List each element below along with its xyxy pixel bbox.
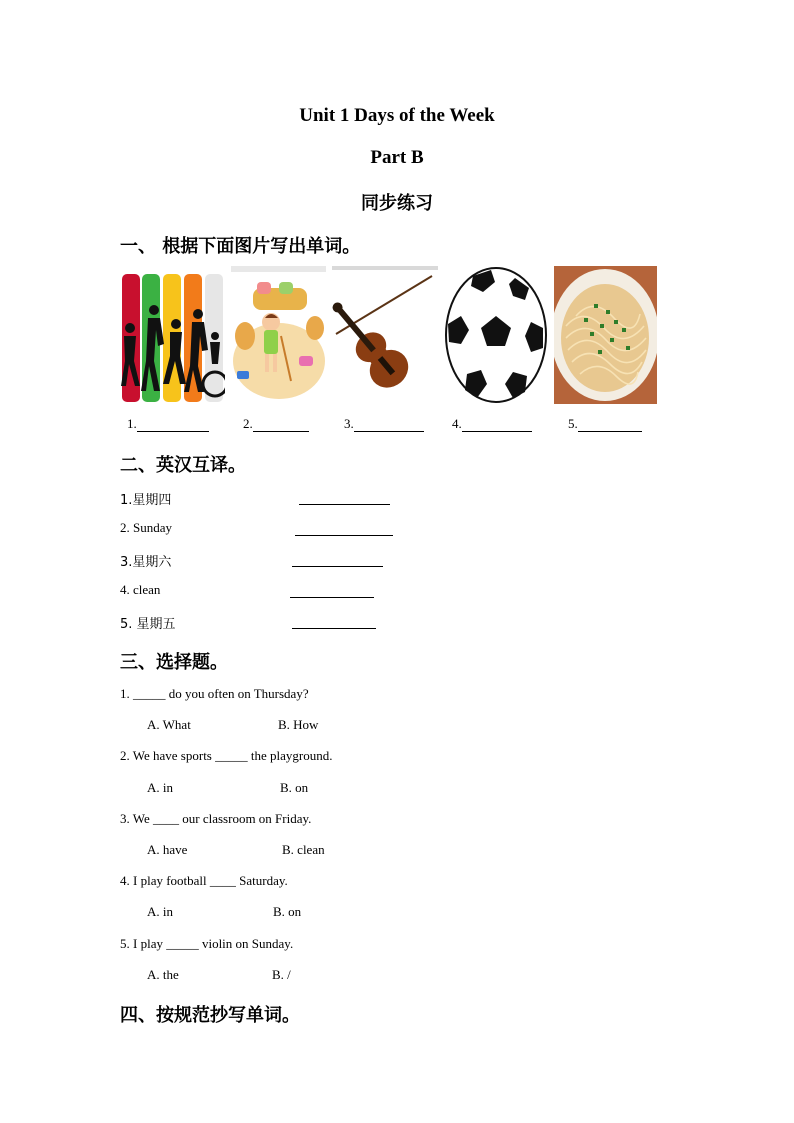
answer-blank[interactable] [253,419,309,432]
question-3: 3. We ____ our classroom on Friday. [120,811,312,826]
picture-label-4: 4. [452,416,532,432]
question-3-option-b[interactable]: B. clean [282,842,325,857]
question-4-option-b[interactable]: B. on [273,904,302,919]
cleaning-room-icon [231,266,326,404]
question-5-option-b[interactable]: B. / [272,967,291,982]
translate-item-1: 1.星期四 [120,493,172,508]
question-2-option-b[interactable]: B. on [280,780,309,795]
answer-blank[interactable] [137,419,209,432]
picture-label-3: 3. [344,416,424,432]
violin-icon [332,266,438,404]
answer-blank[interactable] [462,419,532,432]
answer-blank[interactable] [292,628,376,629]
question-1-option-a[interactable]: A. What [147,717,191,732]
answer-blank[interactable] [354,419,424,432]
section-4-heading: 四、按规范抄写单词。 [120,1005,300,1026]
football-icon [443,266,549,404]
section-1-heading: 一、 根据下面图片写出单词。 [120,236,361,257]
subtitle: 同步练习 [361,193,433,214]
section-2-heading: 二、英汉互译。 [120,455,246,476]
translate-item-4: 4. clean [120,582,161,597]
answer-blank[interactable] [292,566,383,567]
picture-label-2: 2. [243,416,309,432]
noodles-icon [554,266,657,404]
question-2-option-a[interactable]: A. in [147,780,173,795]
page-title: Unit 1 Days of the Week [299,105,495,126]
translate-item-5: 5. 星期五 [120,617,176,632]
sports-silhouettes-icon [120,266,225,404]
answer-blank[interactable] [295,535,393,536]
answer-blank[interactable] [578,419,642,432]
part-title: Part B [370,147,424,168]
section-3-heading: 三、选择题。 [120,652,228,673]
answer-blank[interactable] [299,504,390,505]
question-1-option-b[interactable]: B. How [278,717,319,732]
question-5-option-a[interactable]: A. the [147,967,179,982]
answer-blank[interactable] [290,597,374,598]
question-5: 5. I play _____ violin on Sunday. [120,936,294,951]
question-3-option-a[interactable]: A. have [147,842,188,857]
translate-item-3: 3.星期六 [120,555,172,570]
question-4-option-a[interactable]: A. in [147,904,173,919]
question-1: 1. _____ do you often on Thursday? [120,686,309,701]
picture-label-1: 1. [127,416,209,432]
question-4: 4. I play football ____ Saturday. [120,873,288,888]
question-2: 2. We have sports _____ the playground. [120,748,333,763]
picture-label-5: 5. [568,416,642,432]
translate-item-2: 2. Sunday [120,520,172,535]
